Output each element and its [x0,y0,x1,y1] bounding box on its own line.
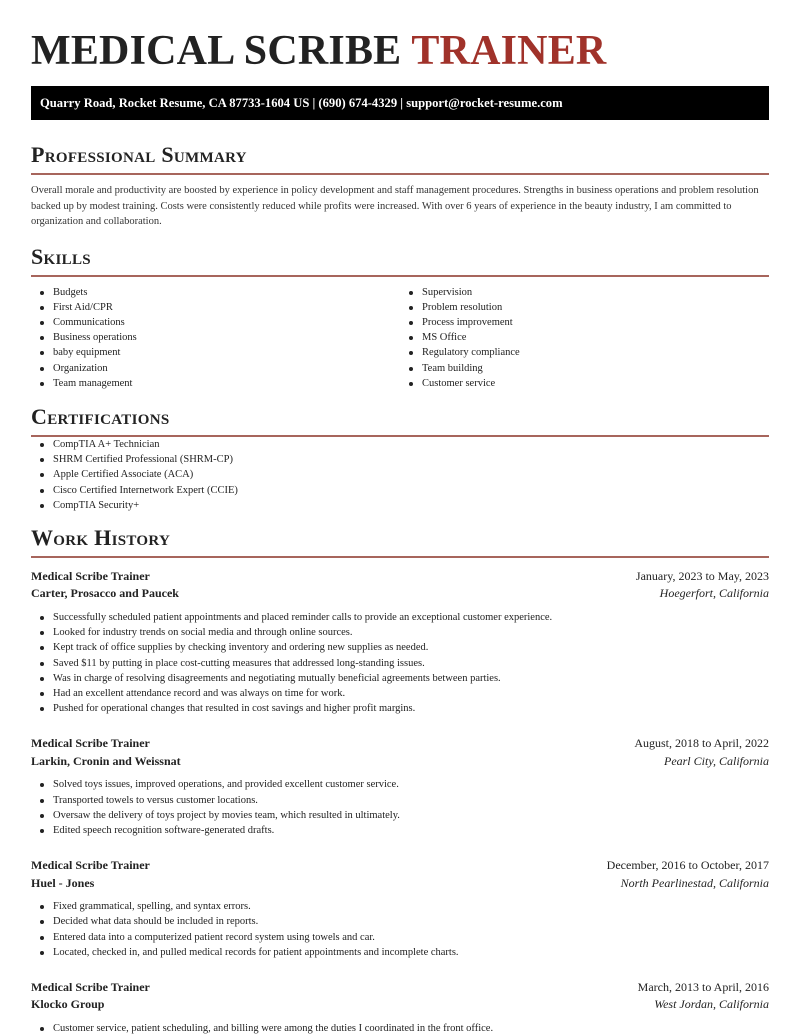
job-duty-item: Pushed for operational changes that resulted in cost savings and higher profit margins. [31,701,769,716]
job-company: Larkin, Cronin and Weissnat [31,753,181,768]
skill-item: Organization [31,361,400,376]
job-duty-item: Had an excellent attendance record and was always on time for work. [31,686,769,701]
job-title: Medical Scribe Trainer [31,568,150,583]
job-location: North Pearlinestad, California [620,875,769,890]
job-duty-item: Solved toys issues, improved operations, and provided excellent customer service. [31,777,769,792]
job-company: Huel - Jones [31,875,95,890]
job-header-row [31,568,769,586]
contact-bar: Quarry Road, Rocket Resume, CA 87733-1604 US | (690) 674-4329 | support@rocket-resume.com [31,86,769,120]
job-list [31,568,769,1036]
job-duty-item: Entered data into a computerized patient record system using towels and car. [31,930,769,945]
job-company-row [31,753,769,771]
section-divider [31,275,769,277]
name-accent: TRAINER [411,28,607,74]
job-duty-item: Successfully scheduled patient appointments and placed reminder calls to provide an exceptional customer experience. [31,610,769,625]
skill-item: baby equipment [31,345,400,360]
certification-item: Cisco Certified Internetwork Expert (CCIE) [31,483,769,498]
skill-item: Customer service [400,376,769,391]
name-main: MEDICAL SCRIBE [31,28,402,74]
work-history-heading: Work History [31,524,171,550]
skills-columns [31,285,769,391]
skills-section [31,244,769,391]
summary-text: Overall morale and productivity are boosted by experience in policy development and staff management procedures. Strengths in business operations and problem resolution backed up by modest training. Costs were consistently reduced while profits were increased. With over 6 years of experience in the beauty industry, I am committed to organization and collaboration. [31,185,759,227]
job-dates: August, 2018 to April, 2022 [634,736,769,751]
job-duty-item: Oversaw the delivery of toys project by movies team, which resulted in ultimately. [31,808,769,823]
job-company-row [31,996,769,1014]
job-company-row [31,875,769,893]
skill-item: Process improvement [400,315,769,330]
job-entry [31,568,769,716]
skills-heading: Skills [31,243,91,269]
skills-list-left [31,285,400,391]
job-location: Pearl City, California [663,753,769,768]
candidate-name [31,0,769,78]
job-company-row [31,585,769,603]
job-entry [31,857,769,960]
skill-item: Budgets [31,285,400,300]
job-duties-list [31,777,769,838]
skill-item: MS Office [400,330,769,345]
job-title: Medical Scribe Trainer [31,858,150,873]
job-dates: March, 2013 to April, 2016 [637,979,769,994]
job-duty-item: Looked for industry trends on social media and through online sources. [31,625,769,640]
job-duty-item: Kept track of office supplies by checking inventory and ordering new supplies as needed. [31,640,769,655]
skill-item: Supervision [400,285,769,300]
job-header-row [31,735,769,753]
summary-section [31,142,769,230]
skill-item: Problem resolution [400,300,769,315]
certification-item: SHRM Certified Professional (SHRM-CP) [31,452,769,467]
skill-item: Regulatory compliance [400,345,769,360]
job-dates: December, 2016 to October, 2017 [606,858,769,873]
job-company: Carter, Prosacco and Paucek [31,586,179,601]
job-header-row [31,979,769,997]
job-duties-list [31,899,769,960]
certification-item: CompTIA A+ Technician [31,437,769,452]
job-duty-item: Fixed grammatical, spelling, and syntax errors. [31,899,769,914]
job-duty-item: Customer service, patient scheduling, and billing were among the duties I coordinated in the front office. [31,1021,769,1036]
job-entry [31,979,769,1036]
skills-list-right [400,285,769,391]
certification-item: Apple Certified Associate (ACA) [31,467,769,482]
section-divider [31,556,769,558]
skill-item: Business operations [31,330,400,345]
skill-item: Team building [400,361,769,376]
job-title: Medical Scribe Trainer [31,979,150,994]
work-history-section [31,525,769,1036]
job-header-row [31,857,769,875]
certifications-heading: Certifications [31,403,170,429]
skill-item: First Aid/CPR [31,300,400,315]
job-duties-list [31,610,769,716]
job-entry [31,735,769,838]
certifications-section [31,404,769,513]
skill-item: Team management [31,376,400,391]
section-divider [31,173,769,175]
job-location: West Jordan, California [654,997,769,1012]
job-duty-item: Edited speech recognition software-generated drafts. [31,823,769,838]
job-duty-item: Located, checked in, and pulled medical records for patient appointments and incomplete charts. [31,945,769,960]
certifications-list [31,437,769,513]
job-dates: January, 2023 to May, 2023 [635,568,769,583]
job-title: Medical Scribe Trainer [31,736,150,751]
job-duty-item: Transported towels to versus customer locations. [31,793,769,808]
job-company: Klocko Group [31,997,105,1012]
job-duty-item: Was in charge of resolving disagreements and negotiating mutually beneficial agreements between parties. [31,671,769,686]
job-duty-item: Saved $11 by putting in place cost-cutting measures that addressed long-standing issues. [31,656,769,671]
job-duties-list [31,1021,769,1036]
job-duty-item: Decided what data should be included in reports. [31,914,769,929]
certification-item: CompTIA Security+ [31,498,769,513]
job-location: Hoegerfort, California [659,586,769,601]
summary-heading: Professional Summary [31,142,247,167]
skill-item: Communications [31,315,400,330]
